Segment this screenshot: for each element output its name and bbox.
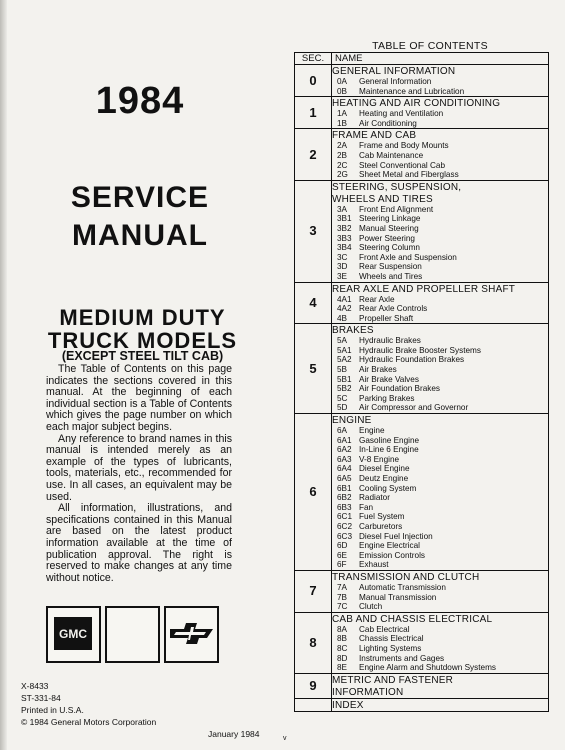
toc-section-row [295,570,549,612]
toc-section-number: 7 [309,583,317,599]
cover-subtitle-line3: (EXCEPT STEEL TILT CAB) [61,349,224,363]
toc-subsection [332,474,548,484]
toc-subsection [332,77,548,87]
toc-subsection-name: Radiator [359,493,390,503]
toc-subsection-code: 3B1 [337,214,352,224]
toc-subsection [332,455,548,465]
toc-subsection-code: 5D [337,403,348,413]
toc-subsection [332,243,548,253]
toc-subsection-code: 4B [337,313,348,323]
gmc-logo-box [46,606,101,663]
toc-subsection-code: 6F [337,560,347,570]
toc-subsection-code: 5C [337,393,348,403]
intro-paragraph: The Table of Contents on this page indicates the sections covered in this manual. At the beginning of each individual section is a Table of Contents which gives the page number on which each major subject begins. [46,363,232,433]
toc-section-number-cell [295,414,332,571]
toc-section-title: METRIC AND FASTENER [332,674,454,686]
toc-subsection-name: Hydraulic Foundation Brakes [359,355,465,365]
toc-subsection [332,314,548,324]
footer-printed: Printed in U.S.A. [21,705,84,715]
toc-subsection-name: Cooling System [359,483,417,493]
toc-subsection-code: 3D [337,262,348,272]
toc-subsection-code: 3B2 [337,223,352,233]
toc-header-row [295,53,549,65]
toc-subsection [332,109,548,119]
toc-subsection [332,234,548,244]
toc-subsection-code: 6C1 [337,512,353,522]
toc-subsection-name: Fan [359,502,374,512]
footer-date: January 1984 [208,729,260,739]
toc-section-title: WHEELS AND TIRES [332,193,433,205]
toc-subsection-name: Air Foundation Brakes [359,384,441,394]
toc-subsection [332,593,548,603]
toc-section-row [295,414,549,571]
toc-subsection-name: Parking Brakes [359,393,415,403]
toc-subsection [332,551,548,561]
toc-section-name-cell [332,570,549,612]
toc-subsection-name: Rear Axle Controls [359,304,428,314]
toc-subsection [332,170,548,180]
toc-subsection [332,375,548,385]
toc-subsection [332,224,548,234]
intro-paragraph: Any reference to brand names in this manual is intended merely as an example of the types of lubricants, tools, materials, etc., recommended for use. In all cases, an equivalent may be used. [46,432,232,503]
toc-subsection-code: 6B3 [337,502,352,512]
toc-section-number: 2 [309,146,317,162]
toc-subsection [332,625,548,635]
toc-subsection [332,262,548,272]
toc-subsection-name: Rear Axle [359,294,395,304]
toc-subsection-code: 6C3 [337,531,353,541]
toc-section-number: 8 [309,634,317,650]
toc-subsection-code: 4A1 [337,294,352,304]
toc-section-number-cell [295,97,332,129]
toc-section-title: GENERAL INFORMATION [332,66,456,77]
toc-subsection [332,205,548,215]
toc-section-name-cell [332,414,549,571]
toc-subsection [332,503,548,513]
toc-subsection-code: 1B [337,118,348,128]
toc-subsection [332,493,548,503]
toc-subsection-code: 5B [337,365,348,375]
toc-subsection [332,426,548,436]
toc-subsection [332,445,548,455]
toc-section-title: FRAME AND CAB [332,130,417,142]
toc-subsection-name: Front End Alignment [359,204,434,214]
toc-subsection-code: 8B [337,634,348,644]
toc-section-title: REAR AXLE AND PROPELLER SHAFT [332,283,516,295]
toc-section-number-cell [295,180,332,282]
toc-subsection-name: Air Compressor and Governor [359,403,469,413]
toc-subsection-code: 0B [337,86,348,96]
toc-subsection [332,484,548,494]
toc-subsection-name: Front Axle and Suspension [359,252,457,262]
toc-section-number: 9 [309,677,317,693]
toc-section-title: INDEX [332,699,364,711]
toc-section-number: 4 [309,294,317,310]
toc-section-number-cell [295,324,332,414]
toc-section-number: 5 [309,360,317,376]
toc-section-row [295,65,549,97]
toc-section-name-cell [332,180,549,282]
toc-subsection-code: 7C [337,602,348,612]
toc-section-row [295,180,549,282]
toc-section-number-cell [295,698,332,711]
toc-section-number: 1 [309,104,317,120]
toc-subsection [332,654,548,664]
toc-subsection [332,532,548,542]
toc-section-row [295,324,549,414]
toc-section-row [295,97,549,129]
toc-subsection-code: 2B [337,150,348,160]
toc-subsection-code: 3C [337,252,348,262]
page-edge-shadow [0,0,7,750]
toc-subsection-name: Exhaust [359,560,389,570]
toc-section-number-cell [295,570,332,612]
gmc-logo-icon: GMC [54,617,92,650]
toc-subsection-code: 6D [337,541,348,551]
toc-subsection-name: Air Brake Valves [359,374,419,384]
toc-subsection [332,336,548,346]
toc-subsection [332,522,548,532]
toc-subsection [332,403,548,413]
toc-subsection [332,464,548,474]
chevrolet-logo-box [164,606,219,663]
toc-subsection [332,214,548,224]
cover-title-line2: MANUAL [72,219,208,252]
toc-subsection [332,436,548,446]
toc-section-row [295,129,549,180]
toc-subsection-name: Rear Suspension [359,262,422,272]
toc-section-row [295,612,549,673]
toc-subsection [332,151,548,161]
toc-subsection-name: Carburetors [359,521,403,531]
toc-index-row [295,698,549,711]
toc-subsection [332,141,548,151]
toc-section-row [295,673,549,698]
toc-section-number: 6 [309,483,317,499]
toc-subsection-code: 2C [337,160,348,170]
toc-subsection-name: Steering Column [359,243,420,253]
toc-subsection-name: Emission Controls [359,550,425,560]
page-number: v [283,735,287,742]
toc-section-title: TRANSMISSION AND CLUTCH [332,571,480,583]
toc-subsection-name: In-Line 6 Engine [359,445,419,455]
toc-subsection-code: 5A [337,336,348,346]
toc-section-number-cell [295,282,332,324]
toc-section-name-cell [332,97,549,129]
toc-subsection-name: V-8 Engine [359,454,400,464]
toc-subsection-name: Sheet Metal and Fiberglass [359,170,459,180]
toc-section-number: 3 [309,223,317,239]
toc-subsection-code: 7A [337,582,348,592]
toc-subsection-name: Wheels and Tires [359,271,423,281]
toc-section-name-cell [332,612,549,673]
toc-subsection-name: Manual Transmission [359,592,437,602]
toc-subsection-name: Automatic Transmission [359,582,446,592]
toc-subsection-name: Diesel Engine [359,464,410,474]
toc-subsection [332,634,548,644]
toc-subsection-code: 5A2 [337,355,352,365]
footer-code-2: ST-331-84 [21,693,61,703]
toc-subsection-code: 6A [337,426,348,436]
toc-subsection-code: 8A [337,624,348,634]
toc-subsection-name: General Information [359,77,432,86]
toc-subsection-code: 6A5 [337,474,352,483]
toc-subsection-name: Lighting Systems [359,643,422,653]
toc-subsection-code: 6A2 [337,445,352,455]
toc-subsection [332,394,548,404]
toc-subsection-name: Cab Maintenance [359,150,424,160]
toc-subsection-code: 0A [337,77,348,86]
toc-subsection [332,644,548,654]
toc-section-name-cell [332,65,549,97]
chevrolet-bowtie-icon [169,620,214,646]
toc-subsection-code: 6A3 [337,454,352,464]
toc-section-name-cell [332,324,549,414]
toc-subsection-name: Deutz Engine [359,474,409,483]
footer-code-1: X-8433 [21,681,49,691]
toc-section-number-cell [295,129,332,180]
toc-subsection-code: 8D [337,653,348,663]
cover-subtitle-line1: MEDIUM DUTY [59,305,226,330]
toc-section-number-cell [295,65,332,97]
toc-subsection [332,87,548,97]
toc-subsection-code: 5A1 [337,345,352,355]
toc-section-title: STEERING, SUSPENSION, [332,181,462,193]
toc-subsection [332,602,548,612]
toc-section-title: CAB AND CHASSIS ELECTRICAL [332,613,493,625]
cover-year: 1984 [95,80,185,122]
toc-subsection-name: Cab Electrical [359,624,410,634]
brand-logos [46,606,218,661]
toc-subsection-code: 4A2 [337,304,352,314]
toc-section-number: 0 [309,72,317,88]
toc-subsection-code: 3B4 [337,243,352,253]
toc-subsection-name: Engine [359,426,385,436]
toc-section-number-cell [295,612,332,673]
toc-subsection [332,253,548,263]
toc-subsection-code: 8E [337,663,348,673]
toc-subsection-code: 3B3 [337,233,352,243]
toc-section-name-cell [332,129,549,180]
toc-subsection-name: Fuel System [359,512,405,522]
blank-logo-box [105,606,160,663]
toc-header-sec: SEC. [295,53,332,65]
toc-header-name: NAME [332,53,549,65]
toc-table [294,52,549,712]
toc-subsection [332,304,548,314]
toc-subsection [332,161,548,171]
toc-subsection-name: Heating and Ventilation [359,109,444,119]
toc-subsection-name: Maintenance and Lubrication [359,86,465,96]
toc-subsection-name: Engine Alarm and Shutdown Systems [359,663,496,673]
toc-subsection-name: Air Conditioning [359,118,417,128]
toc-subsection-name: Hydraulic Brake Booster Systems [359,345,481,355]
intro-text [46,364,232,584]
toc-subsection-name: Diesel Fuel Injection [359,531,433,541]
toc-subsection-code: 6C2 [337,521,353,531]
toc-subsection-code: 5B1 [337,374,352,384]
toc-subsection-code: 3E [337,271,348,281]
toc-subsection [332,119,548,129]
toc-subsection-code: 3A [337,204,348,214]
footer-copyright: © 1984 General Motors Corporation [21,717,157,727]
toc-subsection-name: Steel Conventional Cab [359,160,446,170]
toc-subsection-code: 6B2 [337,493,352,503]
toc-subsection-name: Air Brakes [359,365,397,375]
toc-section-name-cell [332,282,549,324]
toc-subsection-name: Steering Linkage [359,214,421,224]
cover-title-line1: SERVICE [70,181,210,214]
toc-subsection-name: Hydraulic Brakes [359,336,421,346]
toc-subsection [332,295,548,305]
toc-subsection-name: Propeller Shaft [359,313,414,323]
cover-subtitle-line2: TRUCK MODELS [47,328,238,353]
toc-subsection-code: 2G [337,170,348,180]
toc-subsection-code: 6A1 [337,435,352,445]
toc-subsection-name: Clutch [359,602,383,612]
toc-title: TABLE OF CONTENTS [372,40,488,52]
toc-subsection [332,365,548,375]
toc-subsection-code: 6B1 [337,483,352,493]
toc-subsection [332,346,548,356]
toc-section-title: HEATING AND AIR CONDITIONING [332,98,501,110]
toc-subsection [332,272,548,282]
intro-paragraph: All information, illustrations, and specifications contained in this Manual are based on the latest product information available at the time of publication approval. The right is reserved to make changes at any time without notice. [46,502,232,584]
toc-subsection-name: Chassis Electrical [359,634,424,644]
toc-section-name-cell [332,698,549,711]
toc-subsection-code: 6E [337,550,348,560]
toc-subsection [332,355,548,365]
toc-subsection-code: 5B2 [337,384,352,394]
toc-subsection-name: Frame and Body Mounts [359,141,449,151]
toc-subsection [332,560,548,570]
toc-section-title: INFORMATION [332,686,404,698]
toc-subsection-code: 7B [337,592,348,602]
toc-subsection [332,583,548,593]
toc-subsection-code: 6A4 [337,464,352,474]
toc-section-number-cell [295,673,332,698]
toc-subsection-name: Gasoline Engine [359,435,420,445]
toc-subsection-name: Engine Electrical [359,541,420,551]
toc-subsection [332,384,548,394]
toc-subsection [332,663,548,673]
toc-section-name-cell [332,673,549,698]
toc-subsection-name: Power Steering [359,233,415,243]
toc-subsection-name: Manual Steering [359,223,419,233]
toc-section-title: BRAKES [332,325,374,337]
toc-section-title: ENGINE [332,415,372,427]
toc-subsection-code: 8C [337,643,348,653]
toc-subsection-name: Instruments and Gages [359,653,445,663]
toc-section-number [295,699,331,705]
toc-subsection-code: 2A [337,141,348,151]
toc-subsection [332,512,548,522]
toc-subsection-code: 1A [337,109,348,119]
toc-section-row [295,282,549,324]
toc-subsection [332,541,548,551]
